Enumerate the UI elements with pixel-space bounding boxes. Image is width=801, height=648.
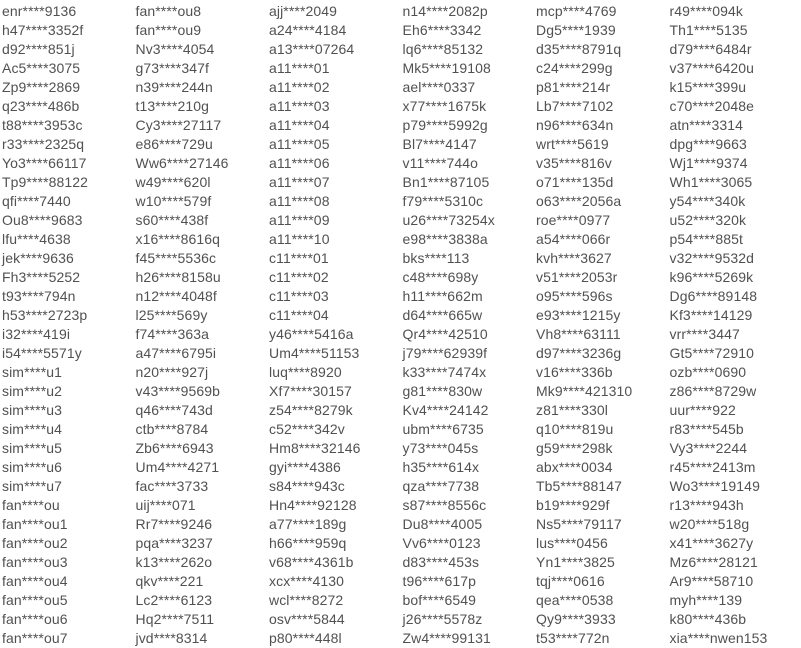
masked-id: Cy3****27117: [135, 117, 222, 133]
masked-id: uij****071: [135, 497, 196, 513]
masked-id: sim****u7: [2, 478, 63, 494]
masked-id: c11****01: [269, 250, 329, 266]
masked-id: d79****6484r: [669, 41, 752, 57]
masked-id: z81****330l: [536, 402, 608, 418]
masked-id: f74****363a: [135, 326, 209, 342]
masked-id: t13****210g: [135, 98, 209, 114]
masked-id: i54****5571y: [2, 345, 82, 361]
masked-id: v51****2053r: [536, 269, 618, 285]
masked-id: ctb****8784: [135, 421, 209, 437]
masked-id: Nv3****4054: [135, 41, 215, 57]
masked-id: ael****0337: [402, 79, 476, 95]
masked-id: qfi****7440: [2, 193, 71, 209]
masked-id: k80****436b: [669, 611, 747, 627]
masked-id: luq****8920: [269, 364, 342, 380]
masked-id: k15****399u: [669, 79, 747, 95]
masked-id: g73****347f: [135, 60, 209, 76]
masked-id: roe****0977: [536, 212, 611, 228]
masked-id: Qy9****3933: [536, 611, 616, 627]
masked-id: bks****113: [402, 250, 470, 266]
masked-id: atn****3314: [669, 117, 743, 133]
masked-id: Yn1****3825: [536, 554, 615, 570]
masked-id: x16****8616q: [135, 231, 220, 247]
masked-id: d35****8791q: [536, 41, 622, 57]
masked-id: Ns5****79117: [536, 516, 622, 532]
masked-id: i32****419i: [2, 326, 71, 342]
masked-id: Hq2****7511: [135, 611, 215, 627]
masked-id: Qr4****42510: [402, 326, 488, 342]
masked-id: myh****139: [669, 592, 743, 608]
masked-id: a11****06: [269, 155, 330, 171]
masked-id: lq6****85132: [402, 41, 484, 57]
masked-id: u26****73254x: [402, 212, 495, 228]
masked-id: v11****744o: [402, 155, 479, 171]
masked-id: kvh****3627: [536, 250, 612, 266]
masked-id: Lb7****7102: [536, 98, 614, 114]
masked-id: Zw4****99131: [402, 630, 491, 646]
id-column-5: [536, 2, 670, 648]
masked-id: fan****ou5: [2, 592, 68, 608]
masked-id: uur****922: [669, 402, 736, 418]
masked-id: Gt5****72910: [669, 345, 754, 361]
masked-id: Ww6****27146: [135, 155, 229, 171]
masked-id: a54****066r: [536, 231, 611, 247]
masked-id: Hm8****32146: [269, 440, 361, 456]
masked-id: a11****09: [269, 212, 330, 228]
masked-id: sim****u6: [2, 459, 63, 475]
masked-id: fan****ou2: [2, 535, 68, 551]
masked-id: h53****2723p: [2, 307, 88, 323]
masked-id: s84****943c: [269, 478, 345, 494]
masked-id: c48****698y: [402, 269, 479, 285]
masked-id: sim****u4: [2, 421, 63, 437]
masked-id: lfu****4638: [2, 231, 71, 247]
masked-id: l25****569y: [135, 307, 208, 323]
masked-id: Um4****51153: [269, 345, 360, 361]
masked-id: y54****340k: [669, 193, 746, 209]
masked-id: v43****9569b: [135, 383, 220, 399]
masked-id: Zb6****6943: [135, 440, 214, 456]
masked-id: Um4****4271: [135, 459, 220, 475]
masked-id: ubm****6735: [402, 421, 484, 437]
masked-id: f45****5536c: [135, 250, 217, 266]
masked-id: Zp9****2869: [2, 79, 81, 95]
masked-id: t53****772n: [536, 630, 610, 646]
masked-id: t93****794n: [2, 288, 76, 304]
masked-id: Ac5****3075: [2, 60, 81, 76]
masked-id: fan****ou8: [135, 3, 202, 19]
masked-id: ozb****0690: [669, 364, 747, 380]
masked-id: j79****62939f: [402, 345, 488, 361]
masked-id: h35****614x: [402, 459, 480, 475]
masked-id: wrt****5619: [536, 136, 609, 152]
masked-id: Xf7****30157: [269, 383, 352, 399]
masked-id: y46****5416a: [269, 326, 354, 342]
masked-id: Vy3****2244: [669, 440, 748, 456]
masked-id: Vh8****63111: [536, 326, 621, 342]
masked-id: Kv4****24142: [402, 402, 489, 418]
masked-id: h66****959q: [269, 535, 347, 551]
masked-id: Dg5****1939: [536, 22, 616, 38]
masked-id: c11****02: [269, 269, 329, 285]
id-column-2: [136, 2, 270, 648]
masked-id: d64****665w: [402, 307, 483, 323]
masked-id: w20****518g: [669, 516, 750, 532]
masked-id: xia****nwen153: [669, 630, 768, 646]
masked-id: Th1****5135: [669, 22, 748, 38]
masked-id: x77****1675k: [402, 98, 487, 114]
masked-id: a11****08: [269, 193, 330, 209]
masked-id: Eh6****3342: [402, 22, 482, 38]
masked-id: d97****3236g: [536, 345, 622, 361]
masked-id: Mk9****421310: [536, 383, 633, 399]
masked-id: Dg6****89148: [669, 288, 758, 304]
masked-id: fan****ou1: [2, 516, 68, 532]
masked-id: fan****ou: [2, 497, 60, 513]
masked-id: fan****ou9: [135, 22, 202, 38]
masked-id: h47****3352f: [2, 22, 84, 38]
masked-id: dpg****9663: [669, 136, 747, 152]
masked-id: z54****8279k: [269, 402, 353, 418]
masked-id: v68****4361b: [269, 554, 354, 570]
masked-id: Fh3****5252: [2, 269, 81, 285]
masked-id: n14****2082p: [402, 3, 488, 19]
masked-id: gyi****4386: [269, 459, 341, 475]
masked-id: r83****545b: [669, 421, 744, 437]
masked-id: Tp9****88122: [2, 174, 89, 190]
masked-id: tqj****0616: [536, 573, 605, 589]
masked-id: a11****03: [269, 98, 330, 114]
masked-id: a47****6795i: [135, 345, 217, 361]
id-column-3: [269, 2, 403, 648]
masked-id: p81****214r: [536, 79, 611, 95]
masked-id: jek****9636: [2, 250, 74, 266]
masked-id: g59****298k: [536, 440, 613, 456]
masked-id: k96****5269k: [669, 269, 754, 285]
masked-id: n39****244n: [135, 79, 213, 95]
masked-id: v32****9532d: [669, 250, 754, 266]
masked-id: h11****662m: [402, 288, 483, 304]
masked-id: a13****07264: [269, 41, 355, 57]
masked-id: f79****5310c: [402, 193, 484, 209]
masked-id: a24****4184: [269, 22, 347, 38]
masked-id: sim****u3: [2, 402, 63, 418]
masked-id: h26****8158u: [135, 269, 221, 285]
masked-id: g81****830w: [402, 383, 483, 399]
masked-id: fan****ou3: [2, 554, 68, 570]
masked-id: w10****579f: [135, 193, 212, 209]
masked-id: s87****8556c: [402, 497, 487, 513]
masked-id: p79****5992g: [402, 117, 488, 133]
masked-id: Hn4****92128: [269, 497, 357, 513]
masked-id: bof****6549: [402, 592, 476, 608]
masked-id: c70****2048e: [669, 98, 754, 114]
masked-id: fan****ou6: [2, 611, 68, 627]
masked-id: d83****453s: [402, 554, 480, 570]
masked-id: ajj****2049: [269, 3, 338, 19]
masked-id: o71****135d: [536, 174, 614, 190]
masked-id: Wj1****9374: [669, 155, 748, 171]
masked-id: a11****01: [269, 60, 330, 76]
masked-id: jvd****8314: [135, 630, 208, 646]
masked-id: abx****0034: [536, 459, 613, 475]
masked-id: o63****2056a: [536, 193, 622, 209]
masked-id: q10****819u: [536, 421, 614, 437]
masked-id: vrr****3447: [669, 326, 740, 342]
masked-id: fan****ou7: [2, 630, 68, 646]
masked-id: Yo3****66117: [2, 155, 87, 171]
masked-id: r49****094k: [669, 3, 743, 19]
masked-id: r13****943h: [669, 497, 744, 513]
masked-id: b19****929f: [536, 497, 610, 513]
masked-id: d92****851j: [2, 41, 75, 57]
masked-id: v37****6420u: [669, 60, 754, 76]
masked-id: Kf3****14129: [669, 307, 753, 323]
masked-id: enr****9136: [2, 3, 77, 19]
masked-id: Ar9****58710: [669, 573, 754, 589]
masked-id: c24****299g: [536, 60, 613, 76]
masked-id: qea****0538: [536, 592, 614, 608]
masked-id: v16****336b: [536, 364, 613, 380]
masked-id: p54****885t: [669, 231, 743, 247]
masked-id: e98****3838a: [402, 231, 488, 247]
masked-id: Bl7****4147: [402, 136, 477, 152]
masked-id: w49****620l: [135, 174, 211, 190]
masked-id: sim****u2: [2, 383, 63, 399]
masked-id: a11****07: [269, 174, 330, 190]
masked-id: Lc2****6123: [135, 592, 213, 608]
masked-id: k33****7474x: [402, 364, 487, 380]
masked-id: j26****5578z: [402, 611, 483, 627]
masked-id: Rr7****9246: [135, 516, 213, 532]
masked-id: sim****u1: [2, 364, 63, 380]
masked-id: Mk5****19108: [402, 60, 491, 76]
masked-id: qkv****221: [135, 573, 204, 589]
masked-id: s60****438f: [135, 212, 209, 228]
masked-id: qza****7738: [402, 478, 480, 494]
masked-id: o95****596s: [536, 288, 613, 304]
masked-id: xcx****4130: [269, 573, 345, 589]
masked-id: a11****05: [269, 136, 330, 152]
masked-id: x41****3627y: [669, 535, 754, 551]
masked-id: r45****2413m: [669, 459, 756, 475]
masked-id: Vv6****0123: [402, 535, 481, 551]
masked-id: Mz6****28121: [669, 554, 758, 570]
masked-id: Tb5****88147: [536, 478, 623, 494]
masked-id: n96****634n: [536, 117, 614, 133]
masked-id: r33****2325q: [2, 136, 85, 152]
masked-id: y73****045s: [402, 440, 479, 456]
masked-id: p80****448l: [269, 630, 342, 646]
masked-id: t96****617p: [402, 573, 476, 589]
masked-id: osv****5844: [269, 611, 345, 627]
masked-id: e93****1215y: [536, 307, 621, 323]
masked-id: a11****04: [269, 117, 330, 133]
masked-id: wcl****8272: [269, 592, 344, 608]
masked-id: v35****816v: [536, 155, 612, 171]
masked-id: Wo3****19149: [669, 478, 760, 494]
masked-id: n20****927j: [135, 364, 209, 380]
masked-id: q23****486b: [2, 98, 80, 114]
masked-id: e86****729u: [135, 136, 213, 152]
masked-id: lus****0456: [536, 535, 608, 551]
masked-id: fan****ou4: [2, 573, 68, 589]
masked-id: fac****3733: [135, 478, 209, 494]
masked-id: q46****743d: [135, 402, 213, 418]
masked-id: c11****04: [269, 307, 329, 323]
masked-id: a11****02: [269, 79, 330, 95]
masked-id: c52****342v: [269, 421, 345, 437]
masked-id: z86****8729w: [669, 383, 757, 399]
masked-id: Du8****4005: [402, 516, 483, 532]
id-column-6: [670, 2, 801, 648]
masked-id: pqa****3237: [135, 535, 213, 551]
masked-id: mcp****4769: [536, 3, 617, 19]
id-column-1: [2, 2, 136, 648]
masked-id: sim****u5: [2, 440, 63, 456]
masked-id: n12****4048f: [135, 288, 217, 304]
masked-id: c11****03: [269, 288, 329, 304]
id-column-4: [403, 2, 537, 648]
masked-id: u52****320k: [669, 212, 747, 228]
masked-id: a77****189g: [269, 516, 347, 532]
masked-id: Wh1****3065: [669, 174, 753, 190]
masked-id: t88****3953c: [2, 117, 83, 133]
masked-id: a11****10: [269, 231, 330, 247]
masked-id: Bn1****87105: [402, 174, 490, 190]
masked-id: k13****262o: [135, 554, 213, 570]
masked-id: Ou8****9683: [2, 212, 83, 228]
